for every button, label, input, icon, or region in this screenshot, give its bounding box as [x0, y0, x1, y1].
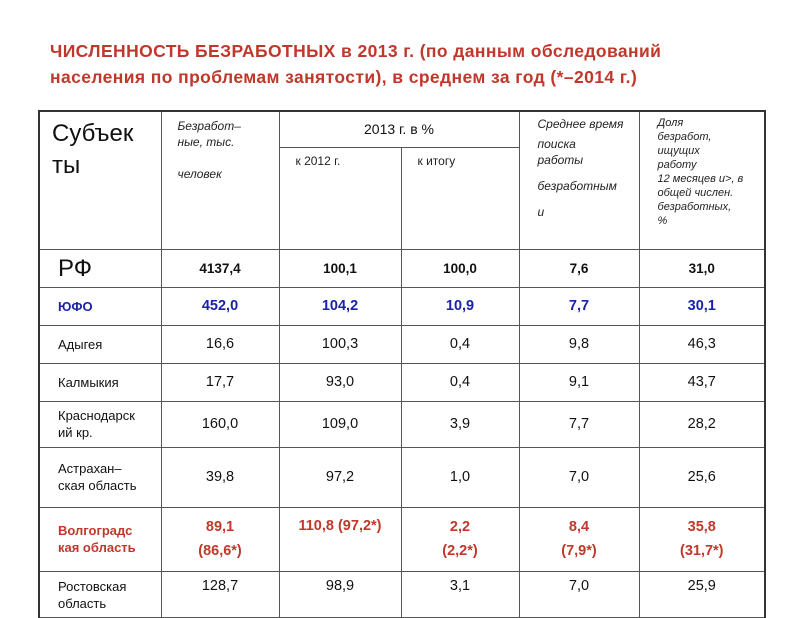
row-share-total: 0,4 [401, 325, 519, 363]
row-unemployed: 16,6 [161, 325, 279, 363]
header-unemployed [161, 111, 279, 249]
row-region [39, 447, 161, 507]
row-region-line1: Астрахан– [58, 461, 122, 476]
row-share-total: 100,0 [401, 249, 519, 287]
row-search-time-2013: 8,4 [568, 519, 590, 535]
header-unemployed-line3: человек [177, 167, 222, 181]
row-unemployed: 452,0 [161, 287, 279, 325]
header-subject-line1: Субъек [52, 120, 134, 147]
row-region-line2: ий кр. [58, 425, 93, 440]
row-unemployed: 17,7 [161, 363, 279, 401]
row-region: РФ [39, 249, 161, 287]
row-share-total [401, 507, 519, 571]
row-search-time: 9,8 [519, 325, 639, 363]
row-region: Калмыкия [39, 363, 161, 401]
row-long-share: 28,2 [639, 401, 765, 447]
header-share-line3: ищущих [657, 145, 700, 157]
row-unemployed-2014: (86,6*) [198, 543, 242, 559]
row-long-share: 46,3 [639, 325, 765, 363]
row-vs-2012: 110,8 (97,2*) [279, 507, 401, 571]
row-share-total-2014: (2,2*) [442, 543, 478, 559]
row-long-share: 30,1 [639, 287, 765, 325]
table-row [39, 507, 765, 571]
header-search-time-line4: безработным [537, 179, 617, 193]
row-region [39, 401, 161, 447]
title-line-2: населения по проблемам занятости), в среднем за год (*–2014 г.) [50, 67, 638, 87]
header-unemployed-line1: Безработ– [177, 119, 241, 133]
header-share-line2: безработ, [657, 131, 712, 143]
header-share-line5: 12 месяцев и>, в [657, 173, 744, 185]
row-region: Адыгея [39, 325, 161, 363]
title-line-1: ЧИСЛЕННОСТЬ БЕЗРАБОТНЫХ в 2013 г. (по данным обследований [50, 41, 662, 61]
row-vs-2012: 100,3 [279, 325, 401, 363]
header-share-line4: работу [657, 159, 697, 171]
table-row [39, 287, 765, 325]
row-share-total: 3,9 [401, 401, 519, 447]
row-share-total: 1,0 [401, 447, 519, 507]
header-subject-line2: ты [52, 152, 81, 179]
row-vs-2012: 100,1 [279, 249, 401, 287]
header-long-share [639, 111, 765, 249]
row-long-share: 43,7 [639, 363, 765, 401]
row-long-share: 31,0 [639, 249, 765, 287]
table-row [39, 249, 765, 287]
table-container [38, 110, 764, 611]
table-row [39, 571, 765, 617]
row-search-time: 7,0 [519, 447, 639, 507]
unemployment-table [38, 110, 766, 618]
row-long-share: 25,6 [639, 447, 765, 507]
row-unemployed-2013: 89,1 [205, 519, 235, 535]
header-search-time-line5: и [537, 205, 545, 219]
row-search-time [519, 507, 639, 571]
row-search-time: 7,6 [519, 249, 639, 287]
row-vs-2012: 109,0 [279, 401, 401, 447]
row-search-time: 7,7 [519, 401, 639, 447]
row-vs-2012: 104,2 [279, 287, 401, 325]
header-vs-2012: к 2012 г. [279, 147, 401, 249]
row-unemployed [161, 507, 279, 571]
table-row [39, 325, 765, 363]
row-unemployed: 160,0 [161, 401, 279, 447]
row-region-line1: Ростовская [58, 578, 127, 594]
row-share-total: 3,1 [401, 571, 519, 617]
row-region-line1: Краснодарск [58, 408, 135, 423]
row-search-time-2014: (7,9*) [561, 543, 597, 559]
header-share-line6: общей числен. [657, 187, 734, 199]
header-subject [39, 111, 161, 249]
row-share-total: 10,9 [401, 287, 519, 325]
table-row [39, 401, 765, 447]
table-row [39, 447, 765, 507]
row-long-share-2013: 35,8 [687, 519, 716, 535]
row-long-share: 25,9 [639, 571, 765, 617]
row-region-line1: Волгоградс [58, 523, 133, 538]
row-vs-2012: 93,0 [279, 363, 401, 401]
row-vs-2012: 97,2 [279, 447, 401, 507]
header-search-time-line2: поиска [537, 137, 576, 151]
row-long-share-2014: (31,7*) [679, 543, 724, 559]
row-long-share [639, 507, 765, 571]
row-unemployed: 39,8 [161, 447, 279, 507]
row-vs-2012: 98,9 [279, 571, 401, 617]
row-share-total-2013: 2,2 [449, 519, 471, 535]
header-share-line7: безработных, [657, 201, 732, 213]
header-share-line8: % [657, 215, 668, 227]
row-search-time: 7,0 [519, 571, 639, 617]
header-vs-total: к итогу [401, 147, 519, 249]
row-region [39, 571, 161, 617]
header-unemployed-line2: ные, тыс. [177, 135, 235, 149]
row-search-time: 7,7 [519, 287, 639, 325]
row-region-line2: кая область [58, 540, 136, 555]
header-search-time-line3: работы [537, 153, 584, 167]
header-search-time-line1: Среднее время [537, 117, 624, 131]
row-region [39, 507, 161, 571]
header-share-line1: Доля [657, 117, 684, 129]
row-region-line2: ская область [58, 478, 137, 493]
slide-title [50, 38, 762, 90]
row-unemployed: 4137,4 [161, 249, 279, 287]
row-region: ЮФО [39, 287, 161, 325]
header-search-time [519, 111, 639, 249]
table-row [39, 363, 765, 401]
row-share-total: 0,4 [401, 363, 519, 401]
header-year-group: 2013 г. в % [279, 111, 519, 147]
row-unemployed: 128,7 [161, 571, 279, 617]
row-region-line2: область [58, 595, 107, 611]
row-search-time: 9,1 [519, 363, 639, 401]
